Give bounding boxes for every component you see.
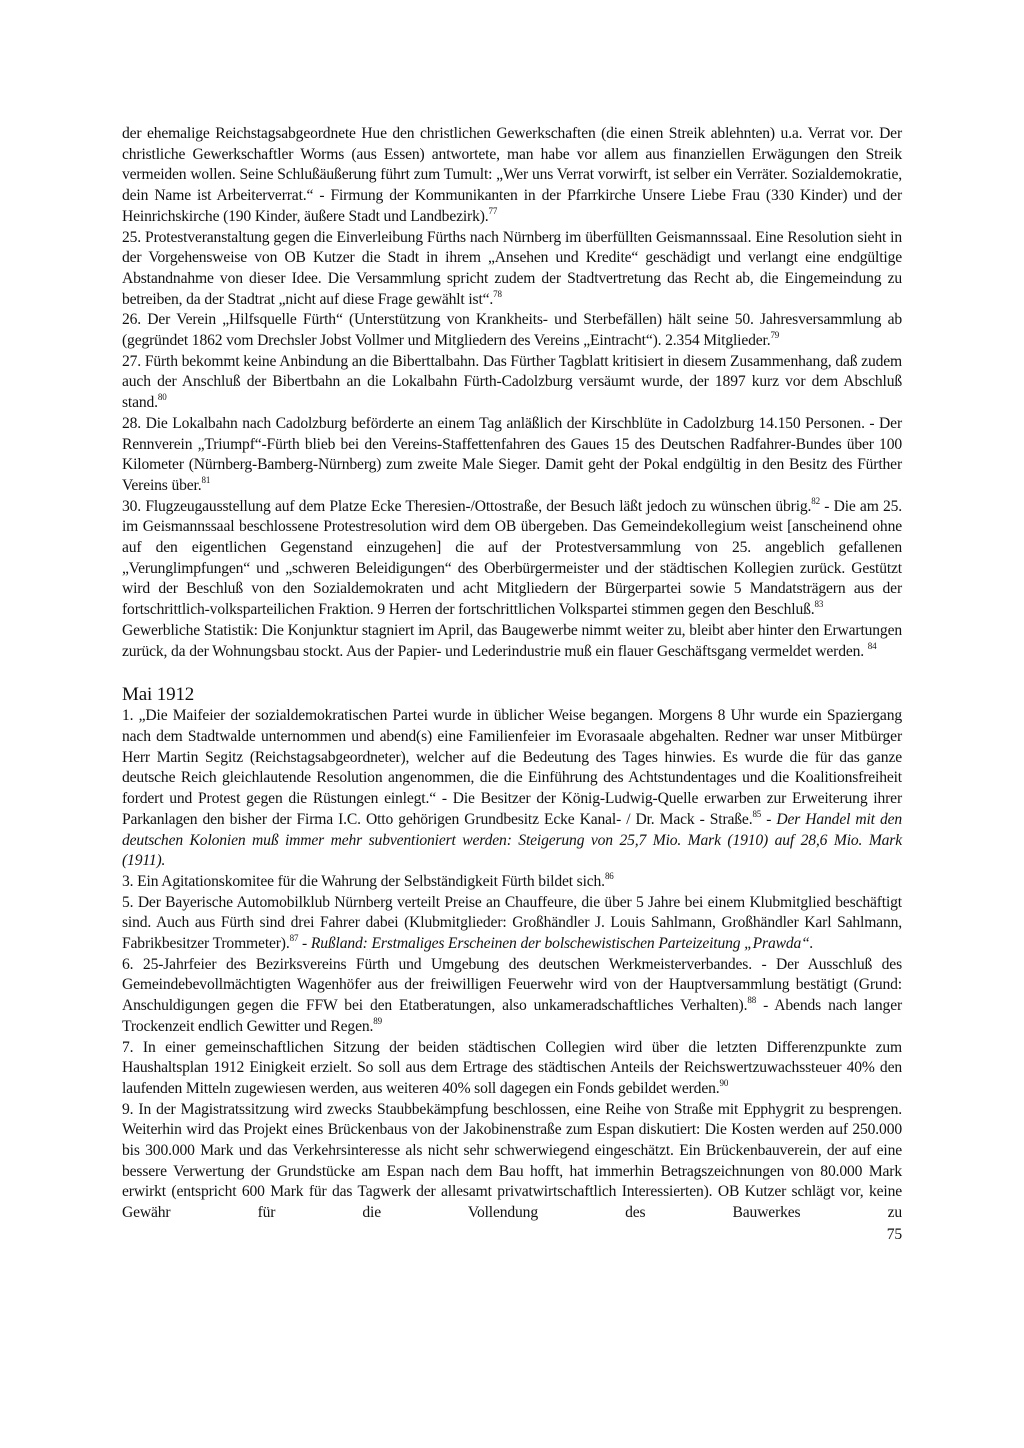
footnote-ref[interactable]: 81 bbox=[201, 474, 211, 485]
footnote-ref[interactable]: 87 bbox=[289, 933, 299, 944]
footnote-ref[interactable]: 90 bbox=[719, 1077, 729, 1088]
paragraph-text: 6. 25-Jahrfeier des Bezirksvereins Fürth und Umgebung des deutschen Werkmeisterverbandes. - Der Ausschluß des Gemeindebevollmächtigten Wagenhöfer aus der freiwilligen Feuerwehr wird von der Hauptversammlung bestätigt (Grund: Anschuldigungen gegen die FFW bei den Etatberatungen, also unkameradschaftliches Verhalten). bbox=[122, 955, 902, 1015]
paragraph-text: 25. Protestveranstaltung gegen die Einverleibung Fürths nach Nürnberg im überfüllten Geismannssaal. Eine Resolution sieht in der Vorgehensweise von OB Kutzer die Stadt in ihrem „Ansehen und Kredite“ geschädigt und verlangt eine endgültige Abstandnahme von dieser Idee. Die Versammlung spricht zudem der Stadtvertretung das Recht ab, die Eingemeindung zu betreiben, da der Stadtrat „nicht auf diese Frage gewählt ist“. bbox=[122, 228, 902, 308]
footnote-ref[interactable]: 83 bbox=[814, 599, 824, 610]
entry-paragraph bbox=[122, 124, 902, 228]
footnote-ref[interactable]: 88 bbox=[747, 995, 757, 1006]
entry-3 bbox=[122, 872, 902, 893]
footnote-ref[interactable]: 82 bbox=[811, 495, 820, 506]
paragraph-text: - bbox=[298, 935, 311, 953]
paragraph-text: 26. Der Verein „Hilfsquelle Fürth“ (Unterstützung von Krankheits- und Sterbefällen) hält seine 50. Jahresversammlung ab (gegründet 1862 vom Drechsler Jobst Vollmer und Mitgliedern des Vereins „Eintracht“). 2.354 Mitglieder. bbox=[122, 311, 902, 350]
paragraph-text: - bbox=[761, 810, 777, 828]
entry-1 bbox=[122, 706, 902, 872]
footnote-ref[interactable]: 89 bbox=[373, 1015, 382, 1026]
section-heading: Mai 1912 bbox=[122, 684, 195, 706]
paragraph-text: 5. Der Bayerische Automobilklub Nürnberg verteilt Preise an Chauffeure, die über 5 Jahre bei einem Klubmitglied beschäftigt sind. Auch aus Fürth sind drei Fahrer dabei (Klubmitglieder: Großhändler J. Louis Sahlmann, Großhändler Karl Sahlmann, Fabrikbesitzer Trommeter). bbox=[122, 893, 902, 953]
footnote-ref[interactable]: 84 bbox=[867, 640, 877, 651]
entry-5 bbox=[122, 893, 902, 955]
entry-27 bbox=[122, 352, 902, 414]
paragraph-text: Gewerbliche Statistik: Die Konjunktur stagniert im April, das Baugewerbe nimmt weiter zu, bleibt aber hinter den Erwartungen zurück, da der Wohnungsbau stockt. Aus der Papier- und Lederindustrie muß ein flauer Geschäftsgang vermeldet werden. bbox=[122, 621, 902, 660]
entry-30 bbox=[122, 497, 902, 621]
italic-note: Rußland: Erstmaliges Erscheinen der bolschewistischen Parteizeitung „Prawda“. bbox=[310, 935, 814, 953]
footnote-ref[interactable]: 80 bbox=[157, 392, 167, 403]
paragraph-text: 3. Ein Agitationskomitee für die Wahrung der Selbständigkeit Fürth bildet sich. bbox=[122, 872, 605, 890]
footnote-ref[interactable]: 78 bbox=[493, 288, 502, 299]
paragraph-text: 28. Die Lokalbahn nach Cadolzburg beförderte an einem Tag anläßlich der Kirschblüte in Cadolzburg 14.150 Personen. - Der Rennverein „Triumpf“-Fürth blieb bei den Vereins-Staffettenfahren des Gaues 15 des Deutschen Radfahrer-Bundes über 100 Kilometer (Nürnberg-Bamberg-Nürnberg) zum zweite Male Sieger. Damit geht der Pokal endgültig in den Besitz des Fürther Vereins über. bbox=[122, 414, 902, 494]
paragraph-text: 9. In der Magistratssitzung wird zwecks Staubbekämpfung beschlossen, eine Reihe von Straße mit Epphygrit zu besprengen. Weiterhin wird das Projekt eines Brückenbaus von der Jakobinenstraße zum Espan diskutiert: Die Kosten werden auf 250.000 bis 300.000 Mark und das Verkehrsinteresse als nicht sehr schwerwiegend eingeschätzt. Ein Brückenbauverein, der auf eine bessere Verwertung der Grundstücke am Espan nach dem Bau hofft, hat immerhin Betragszeichnungen von 80.000 Mark erwirkt (entspricht 600 Mark für das Tagwerk der allesamt privatwirtschaftlich Interessierten). OB Kutzer schlägt vor, keine Gewähr für die Vollendung des Bauwerkes zu bbox=[122, 1100, 902, 1222]
footnote-ref[interactable]: 85 bbox=[752, 808, 762, 819]
entry-gewerbliche-statistik bbox=[122, 621, 902, 662]
entry-25 bbox=[122, 228, 902, 311]
paragraph-text: 27. Fürth bekommt keine Anbindung an die Biberttalbahn. Das Fürther Tagblatt kritisiert in diesem Zusammenhang, daß zudem auch der Anschluß der Bibertbahn an die Lokalbahn Fürth-Cadolzburg versäumt wurde, der 1897 kurz vor dem Abschluß stand. bbox=[122, 352, 902, 412]
paragraph-text: der ehemalige Reichstagsabgeordnete Hue den christlichen Gewerkschaften (die einen Streik ablehnten) u.a. Verrat vor. Der christliche Gewerkschaftler Worms (aus Essen) antwortete, man habe vor allem aus finanziellen Erwägungen den Streik vermeiden wollen. Seine Schlußäußerung führt zum Tumult: „Wer uns Verrat vorwirft, ist selber ein Verräter. Sozialdemokratie, dein Name ist Arbeiterverrat.“ - Firmung der Kommunikanten in der Pfarrkirche Unsere Liebe Frau (330 Kinder) und der Heinrichskirche (190 Kinder, äußere Stadt und Landbezirk). bbox=[122, 125, 902, 225]
entry-26 bbox=[122, 310, 902, 351]
paragraph-text: 7. In einer gemeinschaftlichen Sitzung der beiden städtischen Collegien wird über die letzten Differenzpunkte zum Haushaltsplan 1912 Einigkeit erzielt. So soll aus dem Ertrage des städtischen Anteils der Reichswertzuwachssteuer 40% den laufenden Mitteln zugewiesen werden, aus weiteren 40% soll dagegen ein Fonds gebildet werden. bbox=[122, 1038, 902, 1097]
footnote-ref[interactable]: 77 bbox=[488, 205, 498, 216]
entry-6 bbox=[122, 955, 902, 1038]
paragraph-text: 30. Flugzeugausstellung auf dem Platze Ecke Theresien-/Ottostraße, der Besuch läßt jedoch zu wünschen übrig. bbox=[122, 497, 812, 515]
entry-28 bbox=[122, 414, 902, 497]
paragraph-text: 1. „Die Maifeier der sozialdemokratischen Partei wurde in üblicher Weise begangen. Morgens 8 Uhr wurde ein Spaziergang nach dem Stadtwalde unternommen und abend(s) eine Familienfeier im Evorasaale abgehalten. Redner war unser Mitbürger Herr Martin Segitz (Reichstagsabgeordneter), welcher auf die Bedeutung des Tages hinwies. Es wurde die für das ganze deutsche Reich gleichlautende Resolution angenommen, die die Einführung des Achtstundentages und die Koalitionsfreiheit fordert und Protest gegen die Rüstungen einlegt.“ - Die Besitzer der König-Ludwig-Quelle erwarben zur Erweiterung ihrer Parkanlagen den bisher der Firma I.C. Otto gehörigen Grundbesitz Ecke Kanal- / Dr. Mack - Straße. bbox=[122, 707, 902, 828]
footnote-ref[interactable]: 79 bbox=[770, 330, 780, 341]
entry-7 bbox=[122, 1038, 902, 1100]
paragraph-text: - Die am 25. im Geismannssaal beschlossene Protestresolution wird dem OB übergeben. Das Gemeindekollegium weist [anscheinend ohne auf den eigentlichen Gegenstand einzugehen] die auf der Protestversammlung von 25. angeblich gefallenen „Verunglimpfungen“ und „schweren Beleidigungen“ des Oberbürgermeister und der städtischen Kollegien zurück. Gestützt wird der Beschluß von den Sozialdemokraten und acht Mitgliedern der Bürgerpartei sowie 5 Mandatsträgern aus der fortschrittlich-volksparteilichen Fraktion. 9 Herren der fortschrittlichen Volkspartei stimmen gegen den Beschluß. bbox=[122, 497, 902, 619]
paragraph-text: - Abends nach langer Trockenzeit endlich Gewitter und Regen. bbox=[122, 997, 903, 1035]
document-page bbox=[122, 124, 902, 1246]
footnote-ref[interactable]: 86 bbox=[604, 870, 614, 881]
page-number: 75 bbox=[886, 1225, 902, 1243]
entry-9 bbox=[122, 1100, 902, 1224]
italic-note: Der Handel mit den deutschen Kolonien muß immer mehr subventioniert werden: Steigerung von 25,7 Mio. Mark (1910) auf 28,6 Mio. Mark (1911). bbox=[122, 810, 903, 870]
